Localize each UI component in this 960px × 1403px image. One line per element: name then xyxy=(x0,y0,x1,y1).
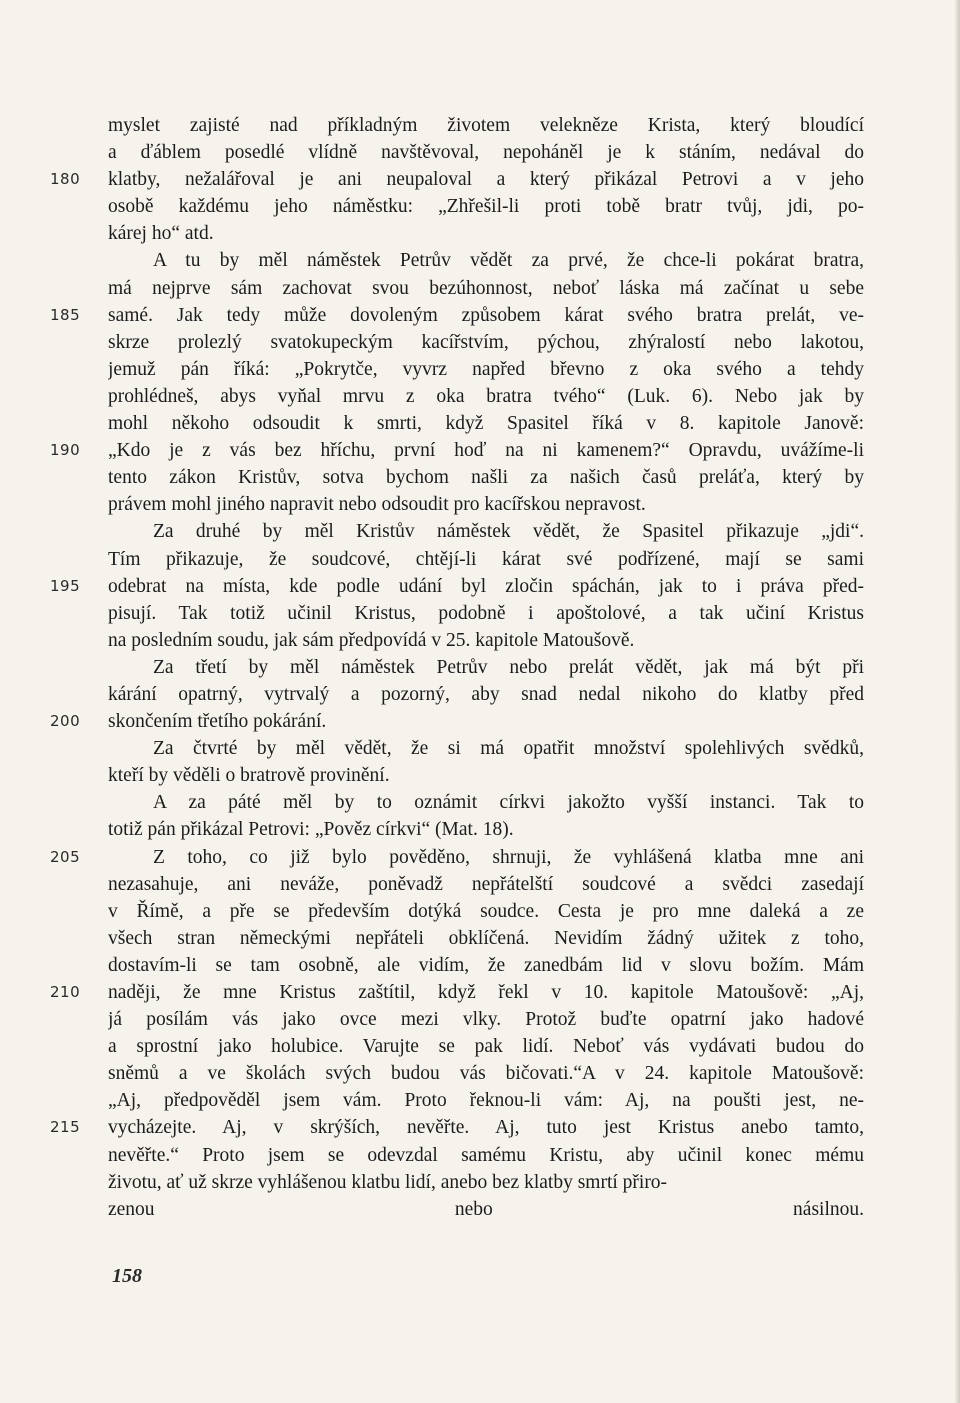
text-line xyxy=(0,708,960,735)
line-text: já posílám vás jako ovce mezi vlky. Protož buďte opatrní jako hadové xyxy=(108,1009,864,1031)
text-line xyxy=(0,220,960,247)
text-line xyxy=(0,627,960,654)
line-number: 205 xyxy=(50,847,81,866)
line-text: na posledním soudu, jak sám předpovídá v 25. kapitole Matoušově. xyxy=(108,629,635,651)
text-line xyxy=(0,112,960,139)
text-line xyxy=(0,193,960,220)
line-text: odebrat na místa, kde podle udání byl zločin spáchán, jak to i práva před- xyxy=(108,575,864,597)
line-text: skončením třetího pokárání. xyxy=(108,711,327,733)
line-text: A za páté měl by to oznámit církvi jakožto vyšší instanci. Tak to xyxy=(153,792,864,814)
text-line xyxy=(0,1033,960,1060)
line-number: 190 xyxy=(50,441,81,460)
text-line xyxy=(0,410,960,437)
line-text: Z toho, co již bylo pověděno, shrnuji, že vyhlášená klatba mne ani xyxy=(153,846,864,868)
line-number: 185 xyxy=(50,305,81,324)
line-text: skrze prolezlý svatokupeckým kacířstvím, pýchou, zhýralostí nebo lakotou, xyxy=(108,331,864,353)
line-text: kárej ho“ atd. xyxy=(108,223,214,245)
text-line xyxy=(0,735,960,762)
line-text: v Římě, a pře se především dotýká soudce. Cesta je pro mne daleká a ze xyxy=(108,900,864,922)
text-line xyxy=(0,816,960,843)
text-line xyxy=(0,1142,960,1169)
text-line xyxy=(0,600,960,627)
line-text: klatby, nežalářoval je ani neupaloval a který přikázal Petrovi a v jeho xyxy=(108,169,864,191)
line-text: samé. Jak tedy může dovoleným způsobem kárat svého bratra prelát, ve- xyxy=(108,304,864,326)
text-line xyxy=(0,247,960,274)
line-text: naději, že mne Kristus zaštítil, když řekl v 10. kapitole Matoušově: „Aj, xyxy=(108,982,864,1003)
line-text: jemuž pán říká: „Pokrytče, vyvrz napřed břevno z oka svého a tehdy xyxy=(108,358,864,380)
text-line xyxy=(0,1060,960,1087)
text-line xyxy=(0,1169,960,1196)
line-text: „Kdo je z vás bez hříchu, první hoď na ni kamenem?“ Opravdu, uvážíme-li xyxy=(108,440,864,462)
line-text: Za čtvrté by měl vědět, že si má opatřit množství spolehlivých svědků, xyxy=(153,738,864,760)
text-line xyxy=(0,1006,960,1033)
line-text: mohl někoho odsoudit k smrti, když Spasitel říká v 8. kapitole Janově: xyxy=(108,413,864,435)
text-line xyxy=(0,681,960,708)
text-line xyxy=(0,329,960,356)
text-line xyxy=(0,654,960,681)
text-line xyxy=(0,979,960,1006)
line-number: 180 xyxy=(50,170,81,189)
line-text: nevěřte.“ Proto jsem se odevzdal samému Kristu, aby učinil konec mému xyxy=(108,1144,864,1166)
line-text: nezasahuje, ani neváže, poněvadž nepřátelští soudcové a svědci zasedají xyxy=(108,873,864,895)
line-text: všech stran německými nepřáteli obklíčená. Nevidím žádný užitek z toho, xyxy=(108,927,864,949)
line-text: myslet zajisté nad příkladným životem velekněze Krista, který bloudící xyxy=(108,115,864,136)
text-line xyxy=(0,1196,960,1223)
line-text: kteří by věděli o bratrově provinění. xyxy=(108,765,390,787)
text-line xyxy=(0,844,960,871)
line-text: Za třetí by měl náměstek Petrův nebo prelát vědět, jak má být při xyxy=(153,656,864,678)
line-text: právem mohl jiného napravit nebo odsoudit pro kacířskou nepravost. xyxy=(108,494,646,516)
text-line xyxy=(0,925,960,952)
page-number: 158 xyxy=(112,1265,142,1287)
text-line xyxy=(0,952,960,979)
text-line xyxy=(0,1087,960,1114)
line-text: dostavím-li se tam osobně, ale vidím, že zanedbám lid v slovu božím. Mám xyxy=(108,954,864,976)
line-text: sněmů a ve školách svých budou vás bičovati.“A v 24. kapitole Matoušově: xyxy=(108,1063,864,1085)
text-line xyxy=(0,383,960,410)
text-line xyxy=(0,437,960,464)
text-line xyxy=(0,491,960,518)
text-line xyxy=(0,356,960,383)
line-text: „Aj, předpověděl jsem vám. Proto řeknou-li vám: Aj, na poušti jest, ne- xyxy=(108,1090,864,1112)
text-body xyxy=(0,112,960,1223)
line-text: totiž pán přikázal Petrovi: „Pověz církvi“ (Mat. 18). xyxy=(108,819,514,841)
line-text: Za druhé by měl Kristův náměstek vědět, že Spasitel přikazuje „jdi“. xyxy=(153,521,864,543)
text-line xyxy=(0,789,960,816)
text-line xyxy=(0,139,960,166)
text-line xyxy=(0,518,960,545)
line-number: 215 xyxy=(50,1118,81,1137)
line-number: 195 xyxy=(50,576,81,595)
text-line xyxy=(0,871,960,898)
line-text: pisují. Tak totiž učinil Kristus, podobně i apoštolové, a tak učiní Kristus xyxy=(108,602,864,624)
page-edge-shadow xyxy=(954,0,960,1403)
line-text: zenou nebo násilnou. xyxy=(108,1198,864,1220)
line-text: má nejprve sám zachovat svou bezúhonnost, neboť láska má začínat u sebe xyxy=(108,277,864,299)
line-text: kárání opatrný, vytrvalý a pozorný, aby snad nedal nikoho do klatby před xyxy=(108,683,864,705)
text-line xyxy=(0,898,960,925)
text-line xyxy=(0,302,960,329)
text-line xyxy=(0,546,960,573)
line-text: prohlédneš, abys vyňal mrvu z oka bratra tvého“ (Luk. 6). Nebo jak by xyxy=(108,385,864,407)
line-text: a ďáblem posedlé vlídně navštěvoval, nepoháněl je k stáním, nedával do xyxy=(108,142,864,164)
text-line xyxy=(0,1114,960,1141)
line-text: životu, ať už skrze vyhlášenou klatbu lidí, anebo bez klatby smrtí přiro- xyxy=(108,1171,668,1193)
text-line xyxy=(0,464,960,491)
text-line xyxy=(0,573,960,600)
text-line xyxy=(0,166,960,193)
text-line xyxy=(0,275,960,302)
line-number: 200 xyxy=(50,712,81,731)
line-text: Tím přikazuje, že soudcové, chtějí-li kárat své podřízené, mají se sami xyxy=(108,548,864,570)
line-text: tento zákon Kristův, sotva bychom našli za našich časů preláťa, který by xyxy=(108,467,864,489)
text-line xyxy=(0,762,960,789)
line-text: osobě každému jeho náměstku: „Zhřešil-li proti tobě bratr tvůj, jdi, po- xyxy=(108,196,864,218)
line-text: A tu by měl náměstek Petrův vědět za prvé, že chce-li pokárat bratra, xyxy=(153,250,864,272)
line-text: vycházejte. Aj, v skrýších, nevěřte. Aj, tuto jest Kristus anebo tamto, xyxy=(108,1117,864,1139)
line-number: 210 xyxy=(50,983,81,1001)
line-text: a sprostní jako holubice. Varujte se pak lidí. Neboť vás vydávati budou do xyxy=(108,1036,864,1058)
